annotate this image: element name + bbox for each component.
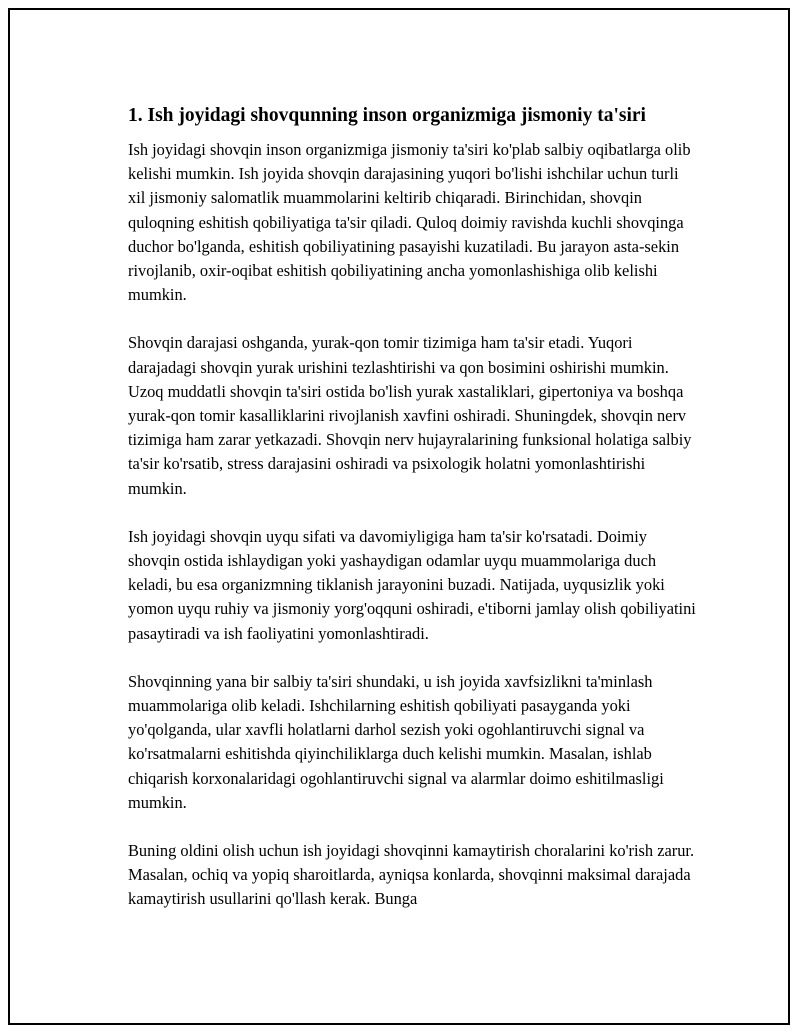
paragraph-4: Shovqinning yana bir salbiy ta'siri shundaki, u ish joyida xavfsizlikni ta'minlash muammolariga olib keladi. Ishchilarning eshitish qobiliyati pasayganda yoki yo'qolganda, ular xavfli holatlarni darhol sezish yoki ogohlantiruvchi signal va ko'rsatmalarni eshitishda qiyinchiliklarga duch kelishi mumkin. Masalan, ishlab chiqarish korxonalaridagi ogohlantiruvchi signal va alarmlar doimo eshitilmasligi mumkin. [128,671,664,812]
document-body [128,102,698,936]
page-frame [8,8,790,1025]
paragraph-1: Ish joyidagi shovqin inson organizmiga jismoniy ta'siri ko'plab salbiy oqibatlarga olib kelishi mumkin. Ish joyida shovqin darajasining yuqori bo'lishi ishchilar uchun turli xil jismoniy salomatlik muammolarini keltirib chiqaradi. Birinchidan, shovqin quloqning eshitish qobiliyatiga ta'sir qiladi. Quloq doimiy ravishda kuchli shovqinga duchor bo'lganda, eshitish qobiliyatining pasayishi kuzatiladi. Bu jarayon asta-sekin rivojlanib, oxir-oqibat eshitish qobiliyatining ancha yomonlashishiga olib kelishi mumkin. [128,140,691,305]
paragraph-3: Ish joyidagi shovqin uyqu sifati va davomiyligiga ham ta'sir ko'rsatadi. Doimiy shovqin ostida ishlaydigan yoki yashaydigan odamlar uyqu muammolariga duch keladi, bu esa organizmning tiklanish jarayonini buzadi. Natijada, uyqusizlik yoki yomon uyqu ruhiy va jismoniy yorg'oqquni oshiradi, e'tiborni jamlay olish qobiliyatini pasaytiradi va ish faoliyatini yomonlashtiradi. [128,526,696,643]
paragraph-5: Buning oldini olish uchun ish joyidagi shovqinni kamaytirish choralarini ko'rish zarur. Masalan, ochiq va yopiq sharoitlarda, ayniqsa konlarda, shovqinni maksimal darajada kamaytirish usullarini qo'llash kerak. Bunga [128,841,695,909]
paragraph-2: Shovqin darajasi oshganda, yurak-qon tomir tizimiga ham ta'sir etadi. Yuqori darajadagi shovqin yurak urishini tezlashtirishi va qon bosimini oshirishi mumkin. Uzoq muddatli shovqin ta'siri ostida bo'lish yurak xastaliklari, gipertoniya va boshqa yurak-qon tomir kasalliklarini rivojlanish xavfini oshiradi. Shuningdek, shovqin nerv tizimiga ham zarar yetkazadi. Shovqin nerv hujayralarining funksional holatiga salbiy ta'sir ko'rsatib, stress darajasini oshiradi va psixologik holatni yomonlashtirishi mumkin. [128,333,692,498]
document-title: 1. Ish joyidagi shovqunning inson organizmiga jismoniy ta'siri [128,105,646,126]
